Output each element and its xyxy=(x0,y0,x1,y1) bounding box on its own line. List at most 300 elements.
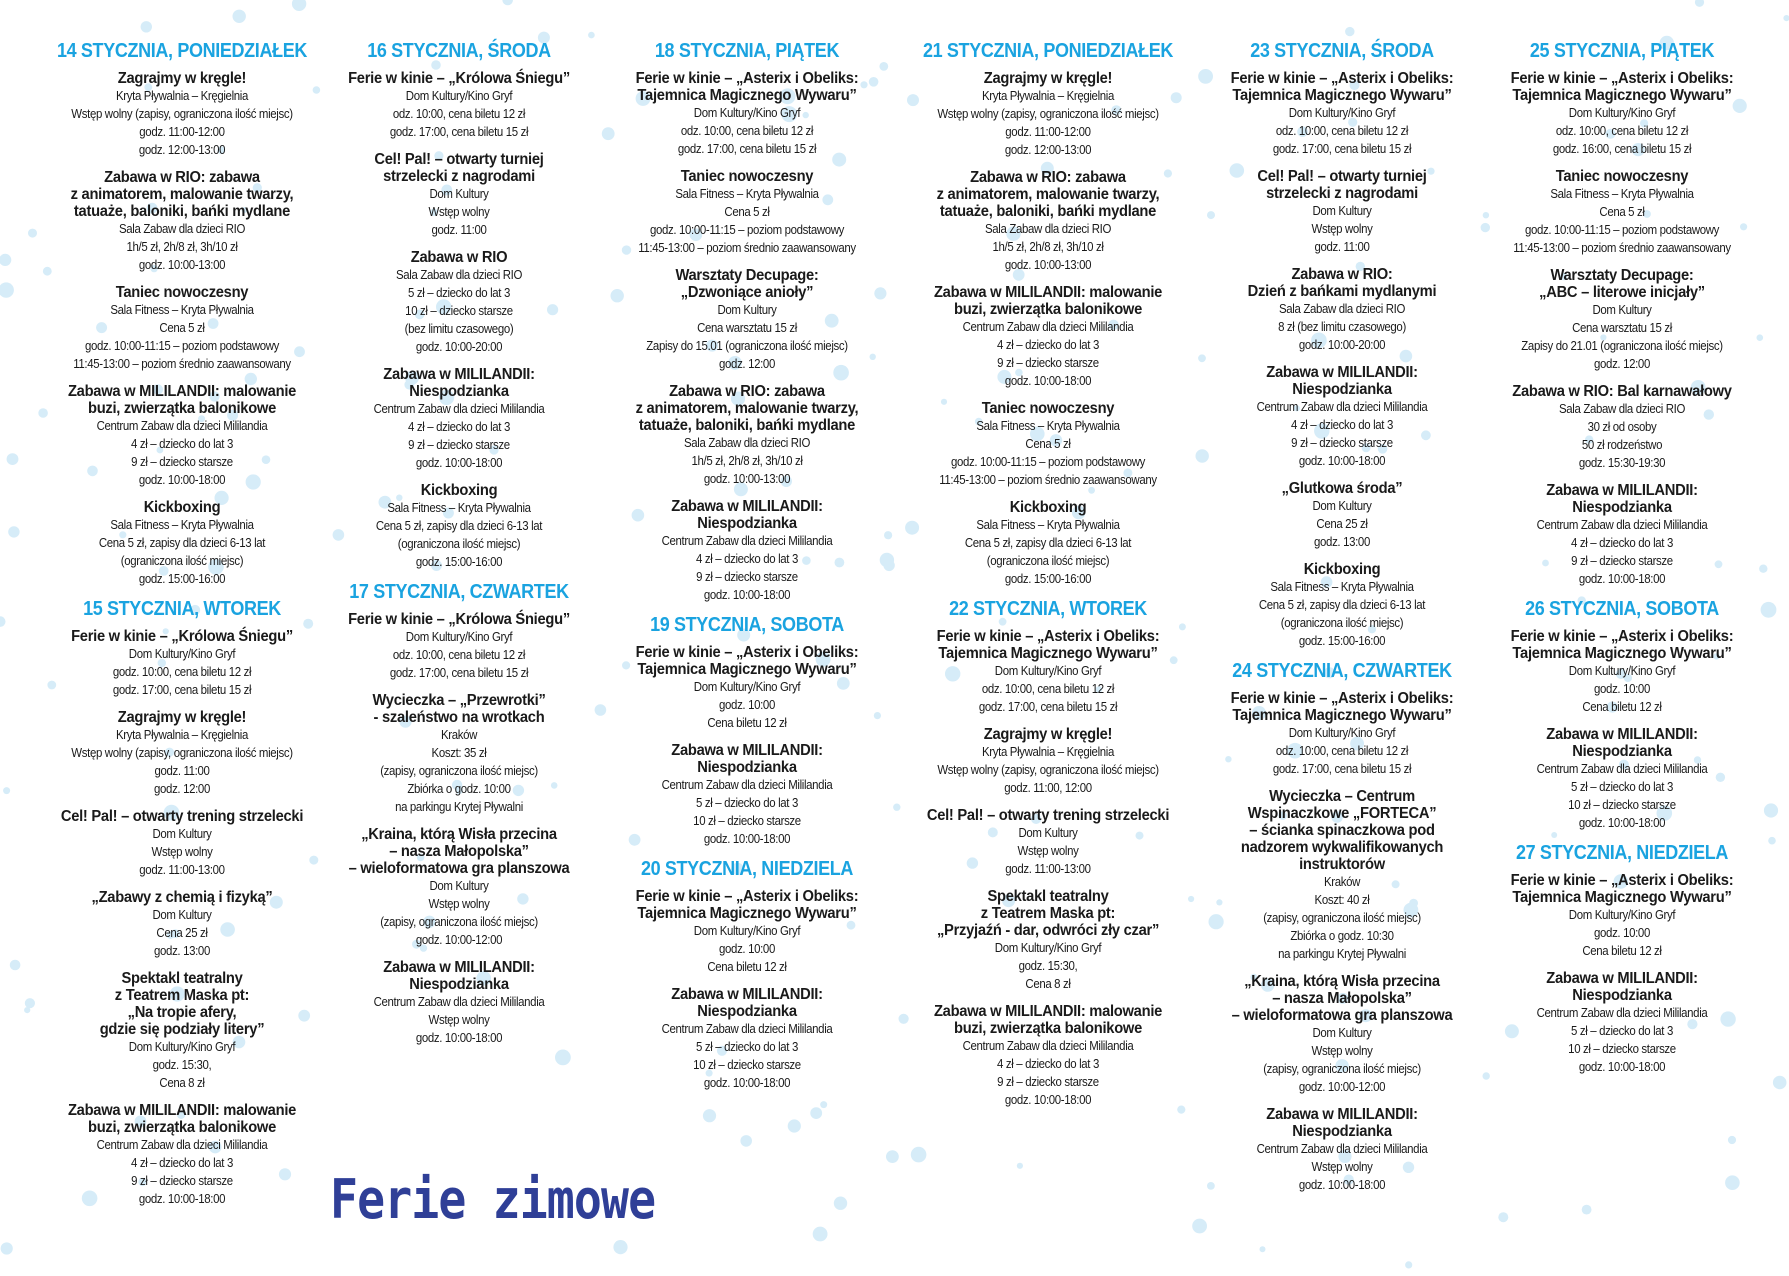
event-detail-line: odz. 10:00, cena biletu 12 zł xyxy=(392,106,526,121)
event-title-line: Ferie w kinie – „Asterix i Obeliks: xyxy=(1230,690,1454,707)
event-detail-line: Dom Kultury/Kino Gryf xyxy=(994,663,1102,678)
event-detail-line: Dom Kultury/Kino Gryf xyxy=(128,1039,236,1054)
event-detail-line: Dom Kultury/Kino Gryf xyxy=(693,105,801,120)
event-detail-line: 4 zł – dziecko do lat 3 xyxy=(408,419,510,434)
event-details xyxy=(1215,1024,1468,1096)
event-detail-line: Koszt: 35 zł xyxy=(431,745,487,760)
event-detail-line: Sala Zabaw dla dzieci RIO xyxy=(118,221,246,236)
event-item xyxy=(898,169,1198,274)
event-detail-line: Sala Zabaw dla dzieci RIO xyxy=(395,267,523,282)
day-heading: 18 STYCZNIA, PIĄTEK xyxy=(654,40,840,62)
event-detail-line: Dom Kultury xyxy=(1312,498,1372,513)
event-detail-line: 9 zł – dziecko starsze xyxy=(408,437,510,452)
event-detail-line: godz. 10:00-20:00 xyxy=(415,339,503,354)
event-detail-line: godz. 17:00, cena biletu 15 zł xyxy=(1272,761,1412,776)
event-title-line: Zabawa w MILILANDII: xyxy=(383,959,535,976)
event-detail-line: godz. 10:00-12:00 xyxy=(1298,1079,1386,1094)
snow-dot xyxy=(1725,1175,1740,1190)
event-title-line: z animatorem, malowanie twarzy, xyxy=(635,400,859,417)
event-detail-line: godz. 15:00-16:00 xyxy=(1004,571,1092,586)
event-title-line: Ferie w kinie – „Asterix i Obeliks: xyxy=(936,628,1160,645)
event-title-line: Ferie w kinie – „Asterix i Obeliks: xyxy=(635,70,859,87)
event-detail-line: 9 zł – dziecko starsze xyxy=(997,355,1099,370)
event-title-line: nadzorem wykwalifikowanych xyxy=(1240,839,1444,856)
event-title-line: strzelecki z nagrodami xyxy=(383,168,535,185)
day-section xyxy=(603,614,891,848)
event-detail-line: (ograniczona ilość miejsc) xyxy=(986,553,1110,568)
event-title-line: Zabawa w MILILANDII: malowanie xyxy=(933,284,1163,301)
event-title-line: Niespodzianka xyxy=(1572,743,1672,760)
snow-dot xyxy=(886,1150,899,1163)
snow-dot xyxy=(1192,1219,1207,1234)
event-title-line: strzelecki z nagrodami xyxy=(1266,185,1418,202)
event-detail-line: Centrum Zabaw dla dzieci Mililandia xyxy=(661,777,833,792)
event-item xyxy=(1474,726,1770,832)
event-detail-line: Centrum Zabaw dla dzieci Mililandia xyxy=(1536,1005,1708,1020)
event-title-line: Ferie w kinie – „Asterix i Obeliks: xyxy=(635,644,859,661)
snow-dot xyxy=(502,0,513,5)
event-title-line: Zabawa w MILILANDII: malowanie xyxy=(67,1102,297,1119)
event-title-line: Zabawa w MILILANDII: malowanie xyxy=(67,383,297,400)
event-details xyxy=(620,1020,873,1092)
event-title-line: Zabawa w RIO: zabawa xyxy=(669,383,825,400)
event-detail-line: (ograniczona ilość miejsc) xyxy=(1280,615,1404,630)
event-title-line: Zabawa w RIO: zabawa xyxy=(970,169,1126,186)
event-detail-line: 10 zł – dziecko starsze xyxy=(1568,797,1676,812)
event-detail-line: Wstęp wolny xyxy=(151,844,213,859)
event-detail-line: Centrum Zabaw dla dzieci Mililandia xyxy=(962,1038,1134,1053)
event-title xyxy=(910,1003,1186,1037)
day-heading: 20 STYCZNIA, NIEDZIELA xyxy=(640,858,854,880)
day-section xyxy=(318,40,600,571)
event-title xyxy=(329,611,588,628)
event-item xyxy=(1198,364,1486,470)
event-title-line: Tajemnica Magicznego Wywaru” xyxy=(1232,87,1452,104)
event-detail-line: 10 zł – dziecko starsze xyxy=(693,1057,801,1072)
event-title-line: Spektakl teatralny xyxy=(987,888,1109,905)
event-detail-line: Sala Fitness – Kryta Pływalnia xyxy=(110,302,254,317)
day-section xyxy=(318,581,600,1047)
event-title-line: Wspinaczkowe „FORTECA” xyxy=(1247,805,1437,822)
event-details xyxy=(55,87,308,159)
event-detail-line: 4 zł – dziecko do lat 3 xyxy=(997,337,1099,352)
event-details xyxy=(620,185,873,257)
event-detail-line: Dom Kultury/Kino Gryf xyxy=(693,679,801,694)
snow-dot xyxy=(813,1227,828,1242)
event-details xyxy=(916,662,1180,716)
event-title xyxy=(1210,168,1475,202)
event-title xyxy=(50,628,315,645)
day-section xyxy=(898,40,1198,588)
snow-dot xyxy=(141,21,152,32)
event-detail-line: 11:45-13:00 – poziom średnio zaawansowany xyxy=(939,472,1157,487)
event-title-line: – nasza Małopolska” xyxy=(389,843,529,860)
event-title-line: Wycieczka – „Przewrotki” xyxy=(372,692,546,709)
event-title-line: Zabawa w RIO: zabawa xyxy=(104,169,260,186)
event-detail-line: godz. 10:00-11:15 – poziom podstawowy xyxy=(950,454,1146,469)
event-title xyxy=(615,498,880,532)
event-title xyxy=(50,889,315,906)
day-section xyxy=(1474,598,1770,832)
snow-dot xyxy=(613,1240,627,1254)
event-title-line: „Dzwoniące anioły” xyxy=(680,284,814,301)
event-detail-line: 11:45-13:00 – poziom średnio zaawansowany xyxy=(638,240,856,255)
event-details xyxy=(55,645,308,699)
event-details xyxy=(55,301,308,373)
event-details xyxy=(335,266,583,356)
event-detail-line: Wstęp wolny (zapisy, ograniczona ilość miejsc) xyxy=(71,106,293,121)
event-details xyxy=(1215,578,1468,650)
event-item xyxy=(38,709,326,798)
event-item xyxy=(1474,168,1770,257)
event-detail-line: 5 zł – dziecko do lat 3 xyxy=(1571,779,1673,794)
event-details xyxy=(1215,873,1468,963)
event-title-line: Dzień z bańkami mydlanymi xyxy=(1247,283,1437,300)
event-detail-line: 9 zł – dziecko starsze xyxy=(131,454,233,469)
event-detail-line: godz. 10:00-20:00 xyxy=(1298,337,1386,352)
event-title xyxy=(1210,1106,1475,1140)
snow-dot xyxy=(3,787,10,794)
event-detail-line: Sala Fitness – Kryta Pływalnia xyxy=(675,186,819,201)
event-details xyxy=(1492,760,1752,832)
event-item xyxy=(898,628,1198,716)
event-title xyxy=(910,499,1186,516)
event-item xyxy=(898,70,1198,159)
event-details xyxy=(916,318,1180,390)
event-item xyxy=(318,70,600,141)
event-details xyxy=(1215,104,1468,158)
event-title-line: „Zabawy z chemią i fizyką” xyxy=(91,889,273,906)
schedule-column xyxy=(603,40,891,1102)
event-detail-line: Cena 5 zł, zapisy dla dzieci 6-13 lat xyxy=(1258,597,1426,612)
event-detail-line: 4 zł – dziecko do lat 3 xyxy=(131,436,233,451)
event-item xyxy=(318,151,600,239)
event-detail-line: 10 zł – dziecko starsze xyxy=(693,813,801,828)
event-title xyxy=(1486,726,1758,760)
event-title-line: Zabawa w MILILANDII: xyxy=(1546,482,1698,499)
event-title xyxy=(50,808,315,825)
event-item xyxy=(603,888,891,976)
day-section xyxy=(1474,842,1770,1076)
event-detail-line: Cena 5 zł, zapisy dla dzieci 6-13 lat xyxy=(964,535,1132,550)
event-detail-line: 50 zł rodzeństwo xyxy=(1581,437,1663,452)
event-detail-line: godz. 15:00-16:00 xyxy=(415,554,503,569)
event-detail-line: godz. 10:00-18:00 xyxy=(415,455,503,470)
event-detail-line: godz. 10:00-18:00 xyxy=(703,1075,791,1090)
event-title xyxy=(1210,973,1475,1024)
event-title-line: „Przyjaźń - dar, odwróci zły czar” xyxy=(936,922,1160,939)
event-item xyxy=(1198,168,1486,256)
event-title-line: z Teatrem Maska pt: xyxy=(114,987,250,1004)
event-details xyxy=(1492,906,1752,960)
day-section xyxy=(38,598,326,1208)
snow-dot xyxy=(834,1197,847,1210)
event-detail-line: godz. 10:00-12:00 xyxy=(415,932,503,947)
snow-dot xyxy=(1582,1205,1592,1215)
event-detail-line: Wstęp wolny (zapisy, ograniczona ilość miejsc) xyxy=(937,106,1159,121)
event-title xyxy=(329,826,588,877)
event-detail-line: 9 zł – dziecko starsze xyxy=(696,569,798,584)
event-title-line: Ferie w kinie – „Asterix i Obeliks: xyxy=(1510,628,1734,645)
event-detail-line: Wstęp wolny (zapisy, ograniczona ilość miejsc) xyxy=(71,745,293,760)
event-detail-line: godz. 15:30, xyxy=(1018,958,1078,973)
event-detail-line: Cena 5 zł xyxy=(724,204,770,219)
event-title xyxy=(1210,364,1475,398)
event-detail-line: Wstęp wolny xyxy=(428,896,490,911)
event-title-line: tatuaże, baloniki, bańki mydlane xyxy=(638,417,856,434)
snow-dot xyxy=(1498,1212,1508,1222)
event-item xyxy=(1474,70,1770,158)
day-section xyxy=(38,40,326,588)
event-detail-line: Sala Fitness – Kryta Pływalnia xyxy=(387,500,531,515)
event-detail-line: 5 zł – dziecko do lat 3 xyxy=(696,795,798,810)
event-detail-line: Wstęp wolny xyxy=(1017,843,1079,858)
event-title-line: Niespodzianka xyxy=(1292,1123,1392,1140)
event-detail-line: Cena 5 zł, zapisy dla dzieci 6-13 lat xyxy=(98,535,266,550)
day-section xyxy=(898,598,1198,1109)
event-details xyxy=(55,516,308,588)
event-title xyxy=(1486,628,1758,662)
event-details xyxy=(1492,185,1752,257)
event-detail-line: Wstęp wolny xyxy=(1311,1043,1373,1058)
event-detail-line: Kraków xyxy=(1323,874,1361,889)
event-title-line: Ferie w kinie – „Asterix i Obeliks: xyxy=(635,888,859,905)
event-detail-line: godz. 10:00-18:00 xyxy=(1578,815,1666,830)
event-detail-line: Zbiórka o godz. 10:30 xyxy=(1290,928,1394,943)
event-detail-line: godz. 10:00-18:00 xyxy=(703,587,791,602)
event-detail-line: Cena 5 zł xyxy=(159,320,205,335)
event-detail-line: godz. 11:00, 12:00 xyxy=(1004,780,1092,795)
event-detail-line: godz. 17:00, cena biletu 15 zł xyxy=(112,682,252,697)
event-detail-line: (zapisy, ograniczona ilość miejsc) xyxy=(1263,910,1421,925)
event-detail-line: odz. 10:00, cena biletu 12 zł xyxy=(1275,743,1409,758)
event-detail-line: Kryta Pływalnia – Kręgielnia xyxy=(116,727,248,742)
event-title-line: – wieloformatowa gra planszowa xyxy=(1231,1007,1453,1024)
event-detail-line: godz. 10:00 xyxy=(1594,925,1650,940)
event-item xyxy=(38,70,326,159)
snow-dot xyxy=(0,282,14,297)
event-detail-line: godz. 17:00, cena biletu 15 zł xyxy=(389,665,529,680)
event-detail-line: (zapisy, ograniczona ilość miejsc) xyxy=(1263,1061,1421,1076)
event-title-line: – wieloformatowa gra planszowa xyxy=(348,860,570,877)
event-detail-line: 4 zł – dziecko do lat 3 xyxy=(131,1155,233,1170)
event-title-line: Zagrajmy w kręgle! xyxy=(983,70,1113,87)
event-detail-line: 4 zł – dziecko do lat 3 xyxy=(997,1056,1099,1071)
event-detail-line: Zapisy do 21.01 (ograniczona ilość miejsc) xyxy=(1521,338,1723,353)
event-detail-line: 4 zł – dziecko do lat 3 xyxy=(1571,535,1673,550)
event-item xyxy=(1474,872,1770,960)
event-title-line: „ABC – literowe inicjały” xyxy=(1539,284,1705,301)
event-title xyxy=(50,1102,315,1136)
event-details xyxy=(916,743,1180,797)
day-heading: 24 STYCZNIA, CZWARTEK xyxy=(1232,660,1452,682)
event-detail-line: Cena biletu 12 zł xyxy=(707,715,787,730)
event-item xyxy=(1198,266,1486,354)
snow-dot xyxy=(233,10,246,23)
event-details xyxy=(916,939,1180,993)
event-title-line: buzi, zwierzątka balonikowe xyxy=(953,1020,1143,1037)
event-detail-line: godz. 10:00-13:00 xyxy=(1004,257,1092,272)
event-detail-line: 4 zł – dziecko do lat 3 xyxy=(696,551,798,566)
event-title xyxy=(615,267,880,301)
day-heading: 14 STYCZNIA, PONIEDZIAŁEK xyxy=(56,40,308,62)
event-title xyxy=(1486,168,1758,185)
event-title-line: Zagrajmy w kręgle! xyxy=(983,726,1113,743)
event-detail-line: odz. 10:00, cena biletu 12 zł xyxy=(981,681,1115,696)
event-title xyxy=(329,151,588,185)
event-title xyxy=(910,284,1186,318)
event-title-line: instruktorów xyxy=(1299,856,1385,873)
event-title xyxy=(910,888,1186,939)
event-title-line: Cel! Pal! – otwarty turniej xyxy=(374,151,544,168)
snow-dot xyxy=(820,1101,827,1108)
event-detail-line: Dom Kultury xyxy=(717,302,777,317)
event-title xyxy=(50,709,315,726)
event-title-line: Zabawa w MILILANDII: xyxy=(383,366,535,383)
event-details xyxy=(335,726,583,816)
event-title-line: Tajemnica Magicznego Wywaru” xyxy=(637,905,857,922)
snow-dot xyxy=(1783,15,1789,21)
event-title xyxy=(615,888,880,922)
event-details xyxy=(335,993,583,1047)
event-detail-line: 11:45-13:00 – poziom średnio zaawansowany xyxy=(1513,240,1731,255)
event-details xyxy=(620,532,873,604)
event-details xyxy=(335,185,583,239)
event-details xyxy=(1492,1004,1752,1076)
event-detail-line: 9 zł – dziecko starsze xyxy=(1291,435,1393,450)
event-detail-line: (ograniczona ilość miejsc) xyxy=(397,536,521,551)
event-item xyxy=(603,498,891,604)
event-title-line: Taniec nowoczesny xyxy=(680,168,814,185)
event-title-line: Zabawa w MILILANDII: xyxy=(1546,970,1698,987)
event-detail-line: na parkingu Krytej Pływalni xyxy=(395,799,523,814)
event-item xyxy=(318,249,600,356)
event-detail-line: 9 zł – dziecko starsze xyxy=(997,1074,1099,1089)
event-detail-line: odz. 10:00, cena biletu 12 zł xyxy=(680,123,814,138)
event-detail-line: Zapisy do 15.01 (ograniczona ilość miejsc) xyxy=(646,338,848,353)
event-item xyxy=(318,826,600,949)
event-detail-line: godz. 10:00-18:00 xyxy=(138,1191,226,1206)
snow-dot xyxy=(1017,1163,1023,1169)
event-title-line: Niespodzianka xyxy=(409,383,509,400)
event-title xyxy=(1486,383,1758,400)
event-title xyxy=(1486,872,1758,906)
event-title xyxy=(329,249,588,266)
snow-dot xyxy=(292,0,306,11)
event-detail-line: godz. 12:00-13:00 xyxy=(1004,142,1092,157)
day-section xyxy=(603,40,891,604)
event-title-line: gdzie się podziały litery” xyxy=(99,1021,265,1038)
event-title xyxy=(1210,480,1475,497)
event-detail-line: Dom Kultury/Kino Gryf xyxy=(1288,105,1396,120)
event-detail-line: 1h/5 zł, 2h/8 zł, 3h/10 zł xyxy=(992,239,1104,254)
event-details xyxy=(55,220,308,274)
event-details xyxy=(620,301,873,373)
event-detail-line: godz. 17:00, cena biletu 15 zł xyxy=(677,141,817,156)
event-title-line: Zabawa w RIO: Bal karnawałowy xyxy=(1512,383,1732,400)
event-details xyxy=(916,1037,1180,1109)
event-detail-line: Centrum Zabaw dla dzieci Mililandia xyxy=(1536,761,1708,776)
event-title xyxy=(615,644,880,678)
event-details xyxy=(620,104,873,158)
event-title-line: Ferie w kinie – „Asterix i Obeliks: xyxy=(1510,70,1734,87)
event-detail-line: godz. 13:00 xyxy=(154,943,210,958)
event-detail-line: 5 zł – dziecko do lat 3 xyxy=(408,285,510,300)
event-details xyxy=(55,417,308,489)
event-details xyxy=(1215,202,1468,256)
event-title-line: Niespodzianka xyxy=(409,976,509,993)
event-detail-line: Zbiórka o godz. 10:00 xyxy=(407,781,511,796)
event-detail-line: Centrum Zabaw dla dzieci Mililandia xyxy=(96,1137,268,1152)
event-title-line: Kickboxing xyxy=(1303,561,1381,578)
event-detail-line: Dom Kultury/Kino Gryf xyxy=(693,923,801,938)
snow-dot xyxy=(0,254,11,266)
snow-dot xyxy=(1728,1136,1736,1144)
event-title xyxy=(329,482,588,499)
event-detail-line: na parkingu Krytej Pływalni xyxy=(1278,946,1406,961)
event-item xyxy=(38,889,326,960)
event-title-line: buzi, zwierzątka balonikowe xyxy=(87,400,277,417)
event-detail-line: Dom Kultury/Kino Gryf xyxy=(405,88,513,103)
event-detail-line: godz. 11:00-13:00 xyxy=(1005,861,1091,876)
event-item xyxy=(38,383,326,489)
event-detail-line: Wstęp wolny (zapisy, ograniczona ilość miejsc) xyxy=(937,762,1159,777)
event-detail-line: odz. 10:00, cena biletu 12 zł xyxy=(1555,123,1689,138)
schedule-column xyxy=(1474,40,1770,1086)
event-title-line: tatuaże, baloniki, bańki mydlane xyxy=(939,203,1157,220)
event-details xyxy=(55,726,308,798)
event-item xyxy=(1474,482,1770,588)
event-detail-line: godz. 11:00-13:00 xyxy=(139,862,225,877)
event-details xyxy=(1492,516,1752,588)
event-detail-line: godz. 17:00, cena biletu 15 zł xyxy=(978,699,1118,714)
event-item xyxy=(318,611,600,682)
event-title-line: Taniec nowoczesny xyxy=(1555,168,1689,185)
event-detail-line: godz. 15:00-16:00 xyxy=(1298,633,1386,648)
event-title-line: „Kraina, którą Wisła przecina xyxy=(361,826,557,843)
event-detail-line: Wstęp wolny xyxy=(428,204,490,219)
event-item xyxy=(38,970,326,1092)
event-detail-line: godz. 10:00 xyxy=(719,697,775,712)
event-title xyxy=(615,742,880,776)
event-title-line: „Kraina, którą Wisła przecina xyxy=(1244,973,1440,990)
event-detail-line: godz. 11:00 xyxy=(154,763,210,778)
event-details xyxy=(916,824,1180,878)
event-item xyxy=(603,168,891,257)
event-detail-line: godz. 10:00-11:15 – poziom podstawowy xyxy=(1524,222,1720,237)
event-title-line: Ferie w kinie – „Asterix i Obeliks: xyxy=(1230,70,1454,87)
event-detail-line: godz. 10:00-18:00 xyxy=(1578,571,1666,586)
day-heading: 21 STYCZNIA, PONIEDZIAŁEK xyxy=(922,40,1174,62)
event-detail-line: godz. 12:00 xyxy=(154,781,210,796)
event-title xyxy=(910,726,1186,743)
event-title-line: „Na tropie afery, xyxy=(127,1004,237,1021)
event-title-line: Tajemnica Magicznego Wywaru” xyxy=(1512,87,1732,104)
event-detail-line: Dom Kultury/Kino Gryf xyxy=(128,646,236,661)
day-heading: 26 STYCZNIA, SOBOTA xyxy=(1525,598,1719,620)
event-title-line: „Glutkowa środa” xyxy=(1281,480,1403,497)
event-detail-line: godz. 10:00-18:00 xyxy=(1578,1059,1666,1074)
event-details xyxy=(916,220,1180,274)
event-title xyxy=(329,366,588,400)
event-title-line: buzi, zwierzątka balonikowe xyxy=(87,1119,277,1136)
event-detail-line: Sala Fitness – Kryta Pływalnia xyxy=(976,418,1120,433)
event-details xyxy=(620,434,873,488)
snow-dot xyxy=(1695,0,1704,7)
event-title-line: z animatorem, malowanie twarzy, xyxy=(936,186,1160,203)
event-detail-line: Dom Kultury xyxy=(429,186,489,201)
event-detail-line: 11:45-13:00 – poziom średnio zaawansowany xyxy=(73,356,291,371)
